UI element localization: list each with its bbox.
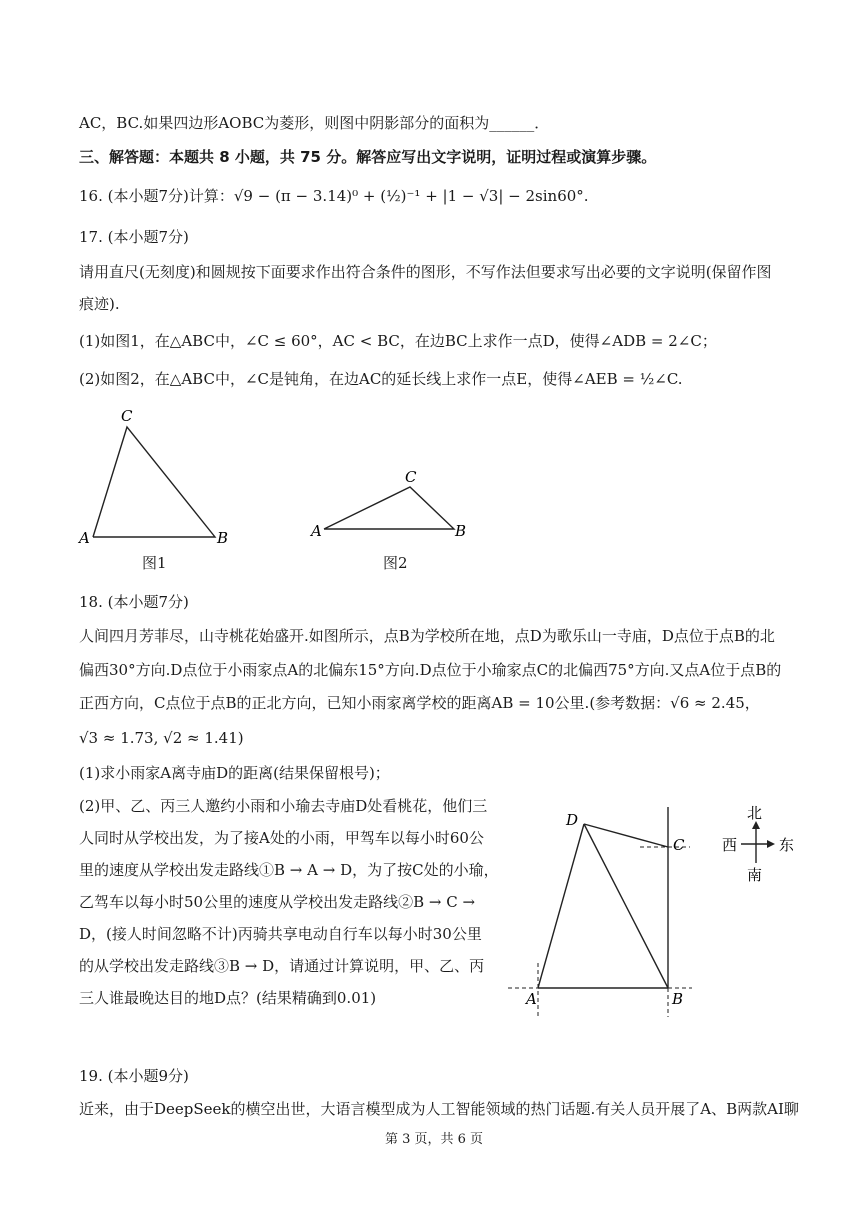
q18-part2-line: 三人谁最晚达目的地D点？(结果精确到0.01)	[79, 989, 377, 1007]
q18-text-a: 人间四月芳菲尽，山寺桃花始盛开.如图所示，点B为学校所在地，点D为歌乐山一寺庙，D点位于点B的北	[79, 627, 775, 645]
q18-part2-line: 里的速度从学校出发走路线①B → A → D，为了按C处的小瑜，	[79, 861, 499, 879]
q17-part2: (2)如图2，在△ABC中，∠C是钝角，在边AC的延长线上求作一点E，使得∠AEB = ½∠C.	[79, 370, 683, 388]
fig1-label-c: C	[121, 407, 133, 425]
compass-south-label: 南	[747, 866, 763, 884]
section-heading: 三、解答题：本题共 8 小题，共 75 分。解答应写出文字说明，证明过程或演算步骤。	[79, 148, 657, 166]
q18-text-b: 偏西30°方向.D点位于小雨家点A的北偏东15°方向.D点位于小瑜家点C的北偏西75°方向.又点A位于点B的	[79, 661, 782, 679]
map-figure	[500, 795, 800, 1025]
q16-text: 16. (本小题7分)计算：√9 − (π − 3.14)⁰ + (½)⁻¹ + |1 − √3| − 2sin60°.	[79, 187, 589, 205]
q18-part2-line: 乙驾车以每小时50公里的速度从学校出发走路线②B → C →	[79, 893, 476, 911]
q15-tail-line: AC，BC.如果四边形AOBC为菱形，则图中阴影部分的面积为______．	[79, 114, 550, 132]
q18-text-c: 正西方向，C点位于点B的正北方向，已知小雨家离学校的距离AB = 10公里.(参考数据：√6 ≈ 2.45，	[79, 694, 760, 712]
map-label-d: D	[566, 811, 579, 829]
map-label-b: B	[672, 990, 684, 1008]
q18-part2-line: 人同时从学校出发，为了接A处的小雨，甲驾车以每小时60公	[79, 829, 484, 847]
page-footer: 第 3 页，共 6 页	[384, 1132, 484, 1147]
fig2-caption: 图2	[383, 554, 408, 572]
compass-icon	[741, 821, 775, 863]
figure-1-triangle	[75, 405, 240, 550]
fig2-label-c: C	[405, 468, 417, 486]
fig2-label-a: A	[311, 522, 322, 540]
fig1-label-b: B	[217, 529, 229, 547]
q17-intro-b: 痕迹).	[79, 295, 120, 313]
q18-part1: (1)求小雨家A离寺庙D的距离(结果保留根号)；	[79, 764, 390, 782]
q18-part2-block	[79, 795, 499, 1019]
q17-part1: (1)如图1，在△ABC中，∠C ≤ 60°，AC < BC，在边BC上求作一点D，使得∠ADB = 2∠C；	[79, 332, 717, 350]
q18-heading: 18. (本小题7分)	[79, 593, 189, 611]
compass-north-label: 北	[747, 804, 763, 822]
q19-text-a: 近来，由于DeepSeek的横空出世，大语言模型成为人工智能领域的热门话题.有关人员开展了A、B两款AI聊	[79, 1100, 799, 1118]
figure-2-triangle	[308, 465, 473, 545]
q17-intro-a: 请用直尺(无刻度)和圆规按下面要求作出符合条件的图形，不写作法但要求写出必要的文字说明(保留作图	[79, 263, 772, 281]
map-label-a: A	[526, 990, 537, 1008]
fig1-label-a: A	[79, 529, 90, 547]
q18-part2-line: D，(接人时间忽略不计)丙骑共享电动自行车以每小时30公里	[79, 925, 482, 943]
fig2-label-b: B	[455, 522, 467, 540]
q18-part2-line: (2)甲、乙、丙三人邀约小雨和小瑜去寺庙D处看桃花，他们三	[79, 797, 488, 815]
q18-text-d: √3 ≈ 1.73, √2 ≈ 1.41)	[79, 729, 244, 747]
fig1-caption: 图1	[142, 554, 167, 572]
q17-heading: 17. (本小题7分)	[79, 228, 189, 246]
q18-part2-line: 的从学校出发走路线③B → D，请通过计算说明，甲、乙、丙	[79, 957, 485, 975]
compass-east-label: 东	[779, 836, 795, 854]
q19-heading: 19. (本小题9分)	[79, 1067, 189, 1085]
compass-west-label: 西	[722, 836, 738, 854]
map-label-c: C	[673, 836, 685, 854]
